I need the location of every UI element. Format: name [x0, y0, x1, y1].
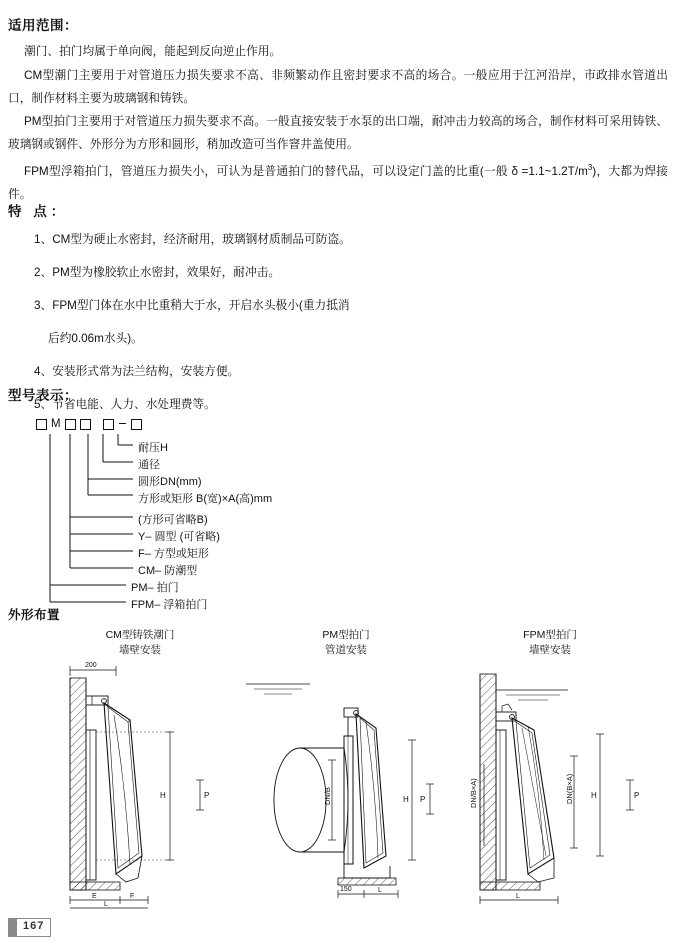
model-label-2: 通径 — [138, 459, 160, 471]
model-label-3: 圆形DN(mm) — [138, 476, 202, 488]
model-label-7: F– 方型或矩形 — [138, 548, 209, 560]
scope-paragraph-1: 潮门、拍门均属于单向阀，能起到反向逆止作用。 — [24, 45, 282, 58]
page-number — [8, 918, 51, 937]
figure-3-caption-line1: FPM型拍门 — [523, 629, 577, 641]
page-number-value: 167 — [17, 918, 51, 937]
section-title-layout: 外形布置 — [8, 608, 61, 622]
model-label-10: FPM– 浮箱拍门 — [131, 599, 208, 611]
svg-text:P: P — [420, 795, 426, 804]
svg-text:P: P — [204, 791, 210, 800]
feature-item-3-cont: 后约0.06m水头)。 — [48, 332, 143, 345]
feature-item-4: 4、安装形式常为法兰结构，安装方便。 — [34, 365, 240, 378]
model-label-4: 方形或矩形 B(宽)×A(高)mm — [138, 493, 273, 505]
scope-paragraph-3: PM型拍门主要用于对管道压力损失要求不高。一般直接安装于水泵的出口端，耐冲击力较高的场合，制作材料可采用铸铁、玻璃钢或钢件、外形分为方形和圆形，稍加改造可当作窨井盖使用。 — [8, 115, 668, 151]
figure-1-drawing — [30, 660, 230, 915]
svg-text:H: H — [403, 795, 409, 804]
figure-1-caption-line2: 墙壁安装 — [119, 644, 161, 656]
model-label-9: PM– 拍门 — [131, 582, 179, 594]
figure-3-drawing — [450, 660, 660, 915]
scope-paragraph-4-text-a: FPM型浮箱拍门，管道压力损失小，可认为是普通拍门的替代品，可以设定门盖的比重(一般 δ =1.1~1.2T/m — [24, 164, 588, 178]
svg-text:DN/B: DN/B — [323, 787, 332, 805]
feature-item-3: 3、FPM型门体在水中比重稍大于水，开启水头极小(重力抵消 — [34, 299, 350, 312]
figure-3-caption-line2: 墙壁安装 — [529, 644, 571, 656]
svg-text:150: 150 — [340, 886, 352, 893]
feature-item-1: 1、CM型为硬止水密封，经济耐用，玻璃钢材质制品可防盗。 — [34, 233, 351, 246]
svg-text:F: F — [130, 893, 135, 900]
model-label-8: CM– 防潮型 — [138, 565, 198, 577]
page-number-marker — [8, 918, 17, 937]
svg-text:L: L — [104, 901, 108, 908]
svg-text:H: H — [591, 791, 597, 800]
section-title-scope: 适用范围： — [8, 18, 78, 33]
svg-text:P: P — [634, 791, 640, 800]
figure-2-drawing — [240, 660, 440, 915]
svg-text:E: E — [92, 893, 97, 900]
svg-text:DN/B×A): DN/B×A) — [469, 778, 478, 808]
svg-text:L: L — [378, 887, 382, 894]
section-title-features: 特 点： — [8, 204, 69, 219]
svg-text:L: L — [516, 893, 520, 900]
scope-paragraph-4 — [8, 156, 668, 206]
model-code-diagram — [8, 404, 408, 611]
scope-paragraph-4-superscript: 3 — [587, 163, 593, 172]
figure-2-caption-line1: PM型拍门 — [322, 629, 370, 641]
feature-item-5: 5、节省电能、人力、水处理费等。 — [34, 398, 216, 411]
figure-2-caption — [266, 628, 426, 658]
section-title-model: 型号表示： — [8, 388, 78, 403]
model-label-5: (方形可省略B) — [138, 514, 208, 526]
svg-text:H: H — [160, 791, 166, 800]
svg-text:200: 200 — [85, 662, 97, 669]
scope-paragraph-2: CM型潮门主要用于对管道压力损失要求不高、非频繁动作且密封要求不高的场合。一般应用于江河沿岸，市政排水管道出口，制作材料主要为玻璃钢和铸铁。 — [8, 69, 668, 105]
figure-2-caption-line2: 管道安装 — [325, 644, 367, 656]
svg-text:DN(B×A): DN(B×A) — [565, 773, 574, 804]
model-label-1: 耐压H — [138, 442, 168, 454]
scope-paragraph-4-text-b: )，大都为焊接件。 — [8, 164, 668, 201]
model-label-6: Y– 圆型 (可省略) — [138, 531, 220, 543]
figure-1-caption-line1: CM型铸铁潮门 — [105, 629, 175, 641]
figure-3-caption — [470, 628, 630, 658]
figure-1-caption — [60, 628, 220, 658]
code-letter-m: M — [51, 418, 61, 430]
feature-item-2: 2、PM型为橡胶软止水密封，效果好，耐冲击。 — [34, 266, 281, 279]
